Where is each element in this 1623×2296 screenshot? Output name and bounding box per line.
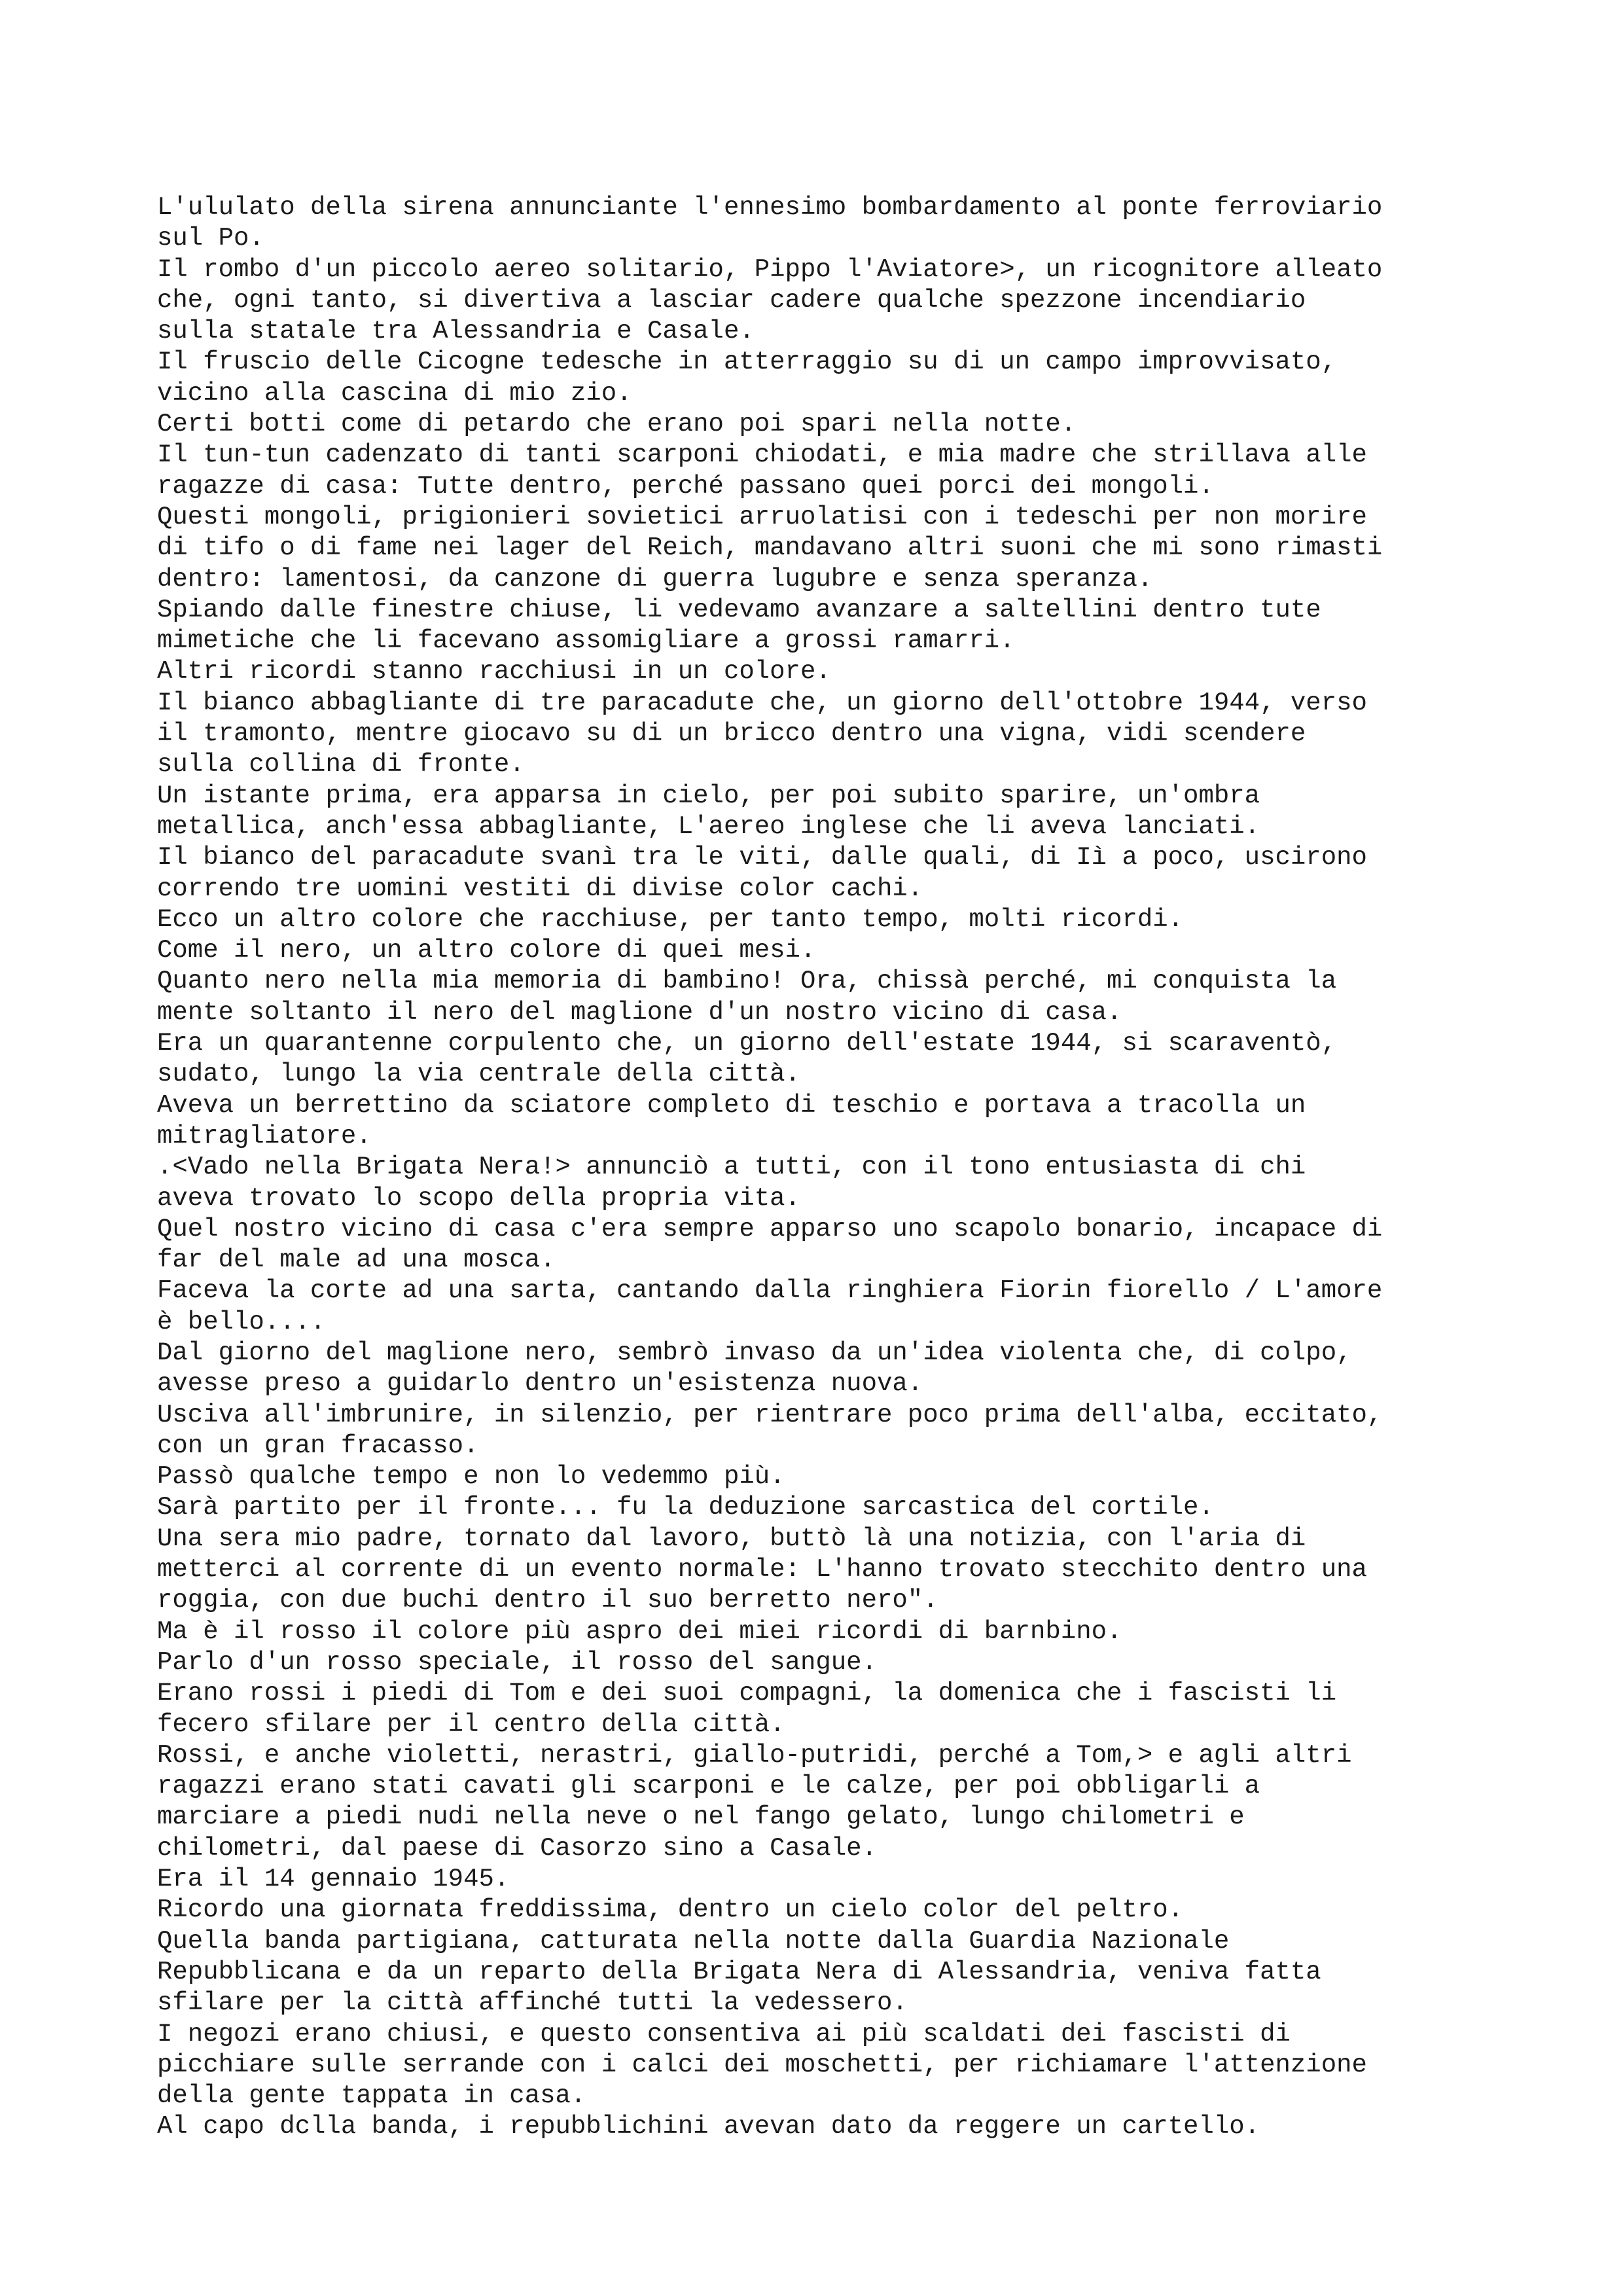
- text-line: di tifo o di fame nei lager del Reich, mandavano altri suoni che mi sono rimasti: [157, 533, 1383, 563]
- text-line: Repubblicana e da un reparto della Brigata Nera di Alessandria, veniva fatta: [157, 1957, 1321, 1986]
- text-line: avesse preso a guidarlo dentro un'esistenza nuova.: [157, 1369, 923, 1399]
- text-line: .<Vado nella Brigata Nera!> annunciò a tutti, con il tono entusiasta di chi: [157, 1153, 1306, 1182]
- text-line: Questi mongoli, prigionieri sovietici arruolatisi con i tedeschi per non morire: [157, 502, 1367, 531]
- text-line: Un istante prima, era apparsa in cielo, per poi subito sparire, un'ombra: [157, 781, 1260, 810]
- text-line: Quel nostro vicino di casa c'era sempre apparso uno scapolo bonario, incapace di: [157, 1214, 1383, 1244]
- text-line: Altri ricordi stanno racchiusi in un colore.: [157, 657, 831, 687]
- text-line: Spiando dalle finestre chiuse, li vedevamo avanzare a saltellini dentro tute: [157, 595, 1321, 624]
- text-line: Erano rossi i piedi di Tom e dei suoi compagni, la domenica che i fascisti li: [157, 1679, 1337, 1708]
- text-line: roggia, con due buchi dentro il suo berretto nero".: [157, 1586, 938, 1615]
- text-line: mente soltanto il nero del maglione d'un nostro vicino di casa.: [157, 997, 1122, 1027]
- text-line: della gente tappata in casa.: [157, 2081, 586, 2111]
- text-line: metallica, anch'essa abbagliante, L'aereo inglese che li aveva lanciati.: [157, 812, 1260, 841]
- text-line: Rossi, e anche violetti, nerastri, giallo-putridi, perché a Tom,> e agli altri: [157, 1740, 1352, 1770]
- text-line: Il fruscio delle Cicogne tedesche in atterraggio su di un campo improvvisato,: [157, 348, 1337, 377]
- text-line: mimetiche che li facevano assomigliare a grossi ramarri.: [157, 626, 1015, 656]
- text-line: L'ululato della sirena annunciante l'ennesimo bombardamento al ponte ferroviario: [157, 193, 1383, 222]
- text-line: è bello....: [157, 1307, 326, 1336]
- text-line: chilometri, dal paese di Casorzo sino a Casale.: [157, 1833, 877, 1863]
- text-line: con un gran fracasso.: [157, 1431, 479, 1460]
- text-line: Certi botti come di petardo che erano poi spari nella notte.: [157, 410, 1077, 439]
- text-line: Quella banda partigiana, catturata nella notte dalla Guardia Nazionale: [157, 1926, 1230, 1956]
- text-line: mitragliatore.: [157, 1121, 372, 1151]
- text-line: ragazzi erano stati cavati gli scarponi e le calze, per poi obbligarli a: [157, 1772, 1260, 1801]
- text-line: fecero sfilare per il centro della città.: [157, 1710, 785, 1739]
- text-line: sul Po.: [157, 224, 264, 253]
- text-line: Parlo d'un rosso speciale, il rosso del sangue.: [157, 1647, 877, 1677]
- text-line: Faceva la corte ad una sarta, cantando dalla ringhiera Fiorin fiorello / L'amore: [157, 1276, 1383, 1306]
- text-line: Ecco un altro colore che racchiuse, per tanto tempo, molti ricordi.: [157, 905, 1184, 934]
- text-line: che, ogni tanto, si divertiva a lasciar cadere qualche spezzone incendiario: [157, 285, 1306, 315]
- text-line: Sarà partito per il fronte... fu la deduzione sarcastica del cortile.: [157, 1493, 1214, 1522]
- text-line: Il bianco del paracadute svanì tra le viti, dalle quali, di Iì a poco, uscirono: [157, 843, 1367, 872]
- text-line: Ma è il rosso il colore più aspro dei miei ricordi di barnbino.: [157, 1617, 1122, 1646]
- text-line: aveva trovato lo scopo della propria vita.: [157, 1183, 800, 1213]
- text-line: metterci al corrente di un evento normale: L'hanno trovato stecchito dentro una: [157, 1555, 1367, 1585]
- text-line: Ricordo una giornata freddissima, dentro un cielo color del peltro.: [157, 1895, 1184, 1925]
- text-line: sulla collina di fronte.: [157, 750, 525, 780]
- text-line: sfilare per la città affinché tutti la vedessero.: [157, 1988, 908, 2018]
- text-line: Una sera mio padre, tornato dal lavoro, buttò là una notizia, con l'aria di: [157, 1524, 1306, 1553]
- text-line: far del male ad una mosca.: [157, 1246, 556, 1275]
- text-line: Usciva all'imbrunire, in silenzio, per rientrare poco prima dell'alba, eccitato,: [157, 1400, 1383, 1429]
- text-line: Al capo dclla banda, i repubblichini avevan dato da reggere un cartello.: [157, 2112, 1260, 2142]
- text-line: ragazze di casa: Tutte dentro, perché passano quei porci dei mongoli.: [157, 471, 1214, 501]
- text-line: marciare a piedi nudi nella neve o nel fango gelato, lungo chilometri e: [157, 1803, 1245, 1832]
- text-line: Passò qualche tempo e non lo vedemmo più.: [157, 1462, 785, 1492]
- text-line: Dal giorno del maglione nero, sembrò invaso da un'idea violenta che, di colpo,: [157, 1338, 1352, 1367]
- text-line: Il rombo d'un piccolo aereo solitario, Pippo l'Aviatore>, un ricognitore alleato: [157, 255, 1383, 284]
- text-line: il tramonto, mentre giocavo su di un bricco dentro una vigna, vidi scendere: [157, 719, 1306, 749]
- text-line: picchiare sulle serrande con i calci dei moschetti, per richiamare l'attenzione: [157, 2050, 1367, 2079]
- text-line: dentro: lamentosi, da canzone di guerra lugubre e senza speranza.: [157, 564, 1153, 594]
- text-line: Aveva un berrettino da sciatore completo di teschio e portava a tracolla un: [157, 1090, 1306, 1120]
- text-line: vicino alla cascina di mio zio.: [157, 378, 632, 408]
- text-line: Il tun-tun cadenzato di tanti scarponi chiodati, e mia madre che strillava alle: [157, 440, 1367, 470]
- text-line: Come il nero, un altro colore di quei mesi.: [157, 936, 816, 965]
- text-line: sulla statale tra Alessandria e Casale.: [157, 317, 755, 346]
- text-line: Era il 14 gennaio 1945.: [157, 1865, 510, 1894]
- text-line: sudato, lungo la via centrale della città.: [157, 1060, 800, 1089]
- text-line: Il bianco abbagliante di tre paracadute che, un giorno dell'ottobre 1944, verso: [157, 688, 1367, 717]
- document-body-text: [157, 192, 1505, 2143]
- text-line: correndo tre uomini vestiti di divise color cachi.: [157, 874, 923, 903]
- text-line: Era un quarantenne corpulento che, un giorno dell'estate 1944, si scaraventò,: [157, 1029, 1337, 1058]
- text-line: Quanto nero nella mia memoria di bambino! Ora, chissà perché, mi conquista la: [157, 967, 1337, 996]
- text-line: I negozi erano chiusi, e questo consentiva ai più scaldati dei fascisti di: [157, 2019, 1291, 2049]
